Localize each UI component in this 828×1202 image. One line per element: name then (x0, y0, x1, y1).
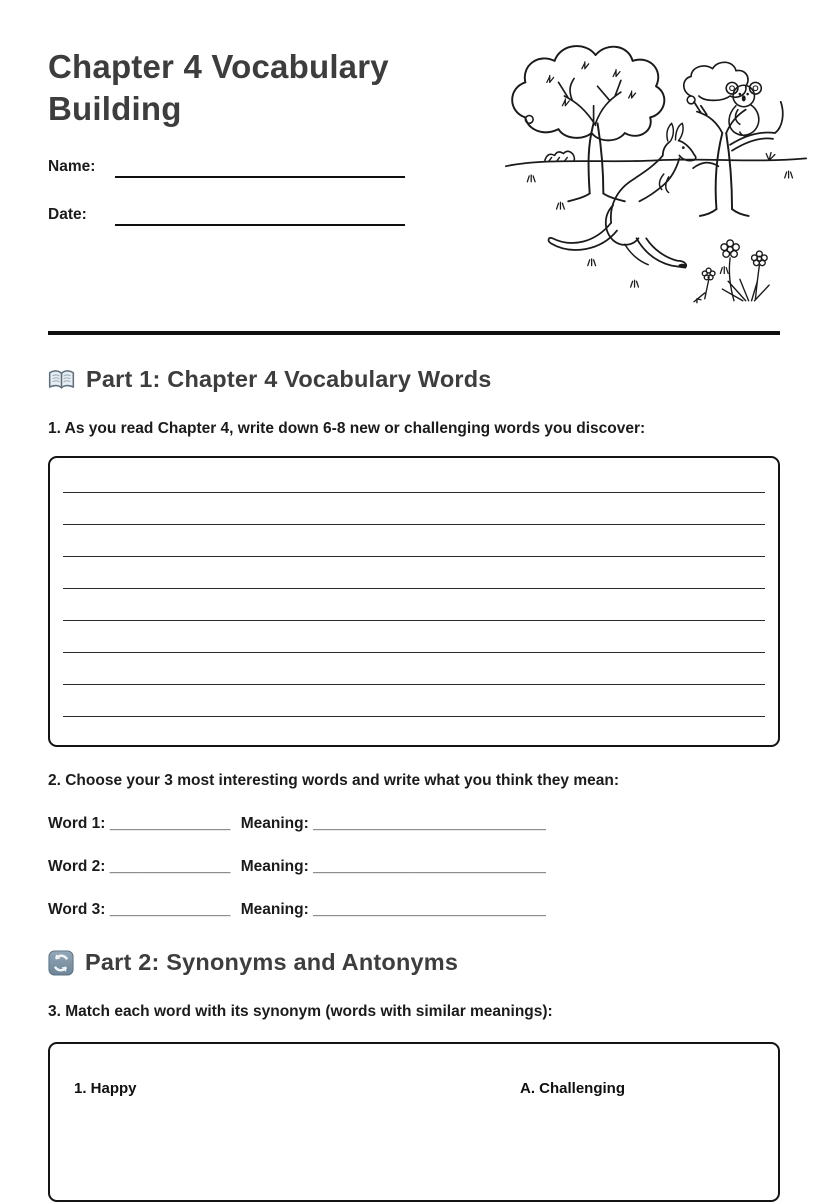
part1-heading-text: Part 1: Chapter 4 Vocabulary Words (86, 366, 492, 392)
writing-line[interactable] (63, 557, 765, 589)
section-divider (48, 331, 780, 335)
date-input-line[interactable] (115, 206, 405, 226)
question-1: 1. As you read Chapter 4, write down 6-8 new or challenging words you discover: (48, 420, 646, 437)
name-label: Name: (48, 158, 96, 175)
word-row-1 (48, 815, 780, 833)
page-title: Chapter 4 Vocabulary Building (48, 48, 389, 127)
matching-box (48, 1042, 780, 1202)
part2-heading (48, 949, 780, 976)
writing-line[interactable] (63, 493, 765, 525)
matching-row-1 (74, 1080, 778, 1097)
word1-label: Word 1: (48, 815, 106, 832)
australia-animals-illustration (500, 36, 812, 312)
word3-label: Word 3: (48, 901, 106, 918)
word3-blank[interactable]: ______________ (109, 901, 231, 918)
writing-line[interactable] (63, 653, 765, 685)
match-synonym-a[interactable]: A. Challenging (520, 1080, 625, 1097)
writing-line[interactable] (63, 461, 765, 493)
daisy-3 (694, 268, 715, 303)
word1-meaning-label: Meaning: (240, 815, 309, 832)
word3-meaning-label: Meaning: (240, 901, 309, 918)
question-3: 3. Match each word with its synonym (words with similar meanings): (48, 1003, 553, 1020)
word-row-2 (48, 858, 780, 876)
open-book-icon (48, 367, 75, 392)
writing-lines-box (48, 456, 780, 747)
writing-line[interactable] (63, 589, 765, 621)
word1-blank[interactable]: ______________ (109, 815, 231, 832)
word3-meaning-blank[interactable]: ___________________________ (313, 901, 546, 918)
writing-line[interactable] (63, 525, 765, 557)
word2-meaning-blank[interactable]: ___________________________ (313, 858, 546, 875)
word1-meaning-blank[interactable]: ___________________________ (313, 815, 546, 832)
writing-lines (63, 461, 765, 717)
part1-heading (48, 366, 780, 393)
date-label: Date: (48, 206, 87, 223)
match-word-1[interactable]: 1. Happy (74, 1080, 137, 1097)
refresh-icon (48, 950, 74, 976)
writing-line[interactable] (63, 685, 765, 717)
word2-meaning-label: Meaning: (240, 858, 309, 875)
word2-blank[interactable]: ______________ (109, 858, 231, 875)
word2-label: Word 2: (48, 858, 106, 875)
question-2: 2. Choose your 3 most interesting words and write what you think they mean: (48, 772, 620, 789)
word-row-3 (48, 901, 780, 919)
name-input-line[interactable] (115, 158, 405, 178)
part2-heading-text: Part 2: Synonyms and Antonyms (85, 949, 459, 975)
writing-line[interactable] (63, 621, 765, 653)
